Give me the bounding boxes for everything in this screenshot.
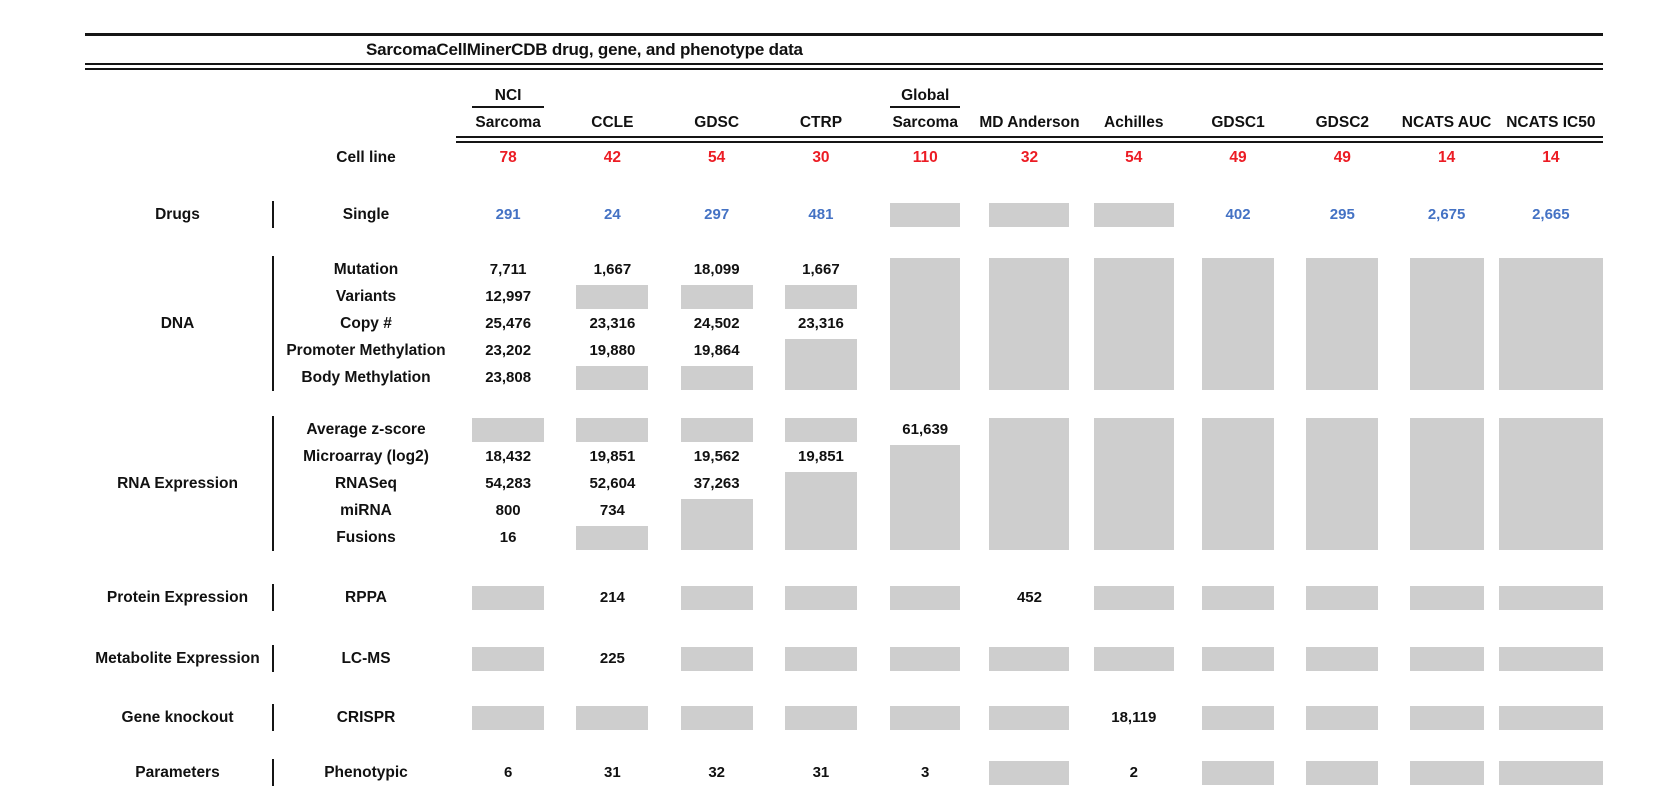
value-cell: 214 bbox=[599, 589, 625, 606]
no-data-box bbox=[873, 256, 977, 391]
no-data-box-fill bbox=[1499, 647, 1603, 671]
value-cell: 481 bbox=[808, 206, 834, 223]
no-data-box-fill bbox=[681, 586, 753, 610]
no-data-box-fill bbox=[1306, 418, 1378, 550]
no-data-box bbox=[769, 704, 873, 731]
value-cell: 800 bbox=[495, 502, 521, 519]
value-cell: 19,562 bbox=[693, 448, 740, 465]
title-underline bbox=[85, 63, 1603, 70]
value-cell: 6 bbox=[503, 764, 513, 781]
no-data-box-fill bbox=[989, 203, 1069, 227]
no-data-box bbox=[560, 283, 664, 310]
no-data-box-fill bbox=[989, 761, 1069, 785]
value-cell: 24,502 bbox=[693, 315, 740, 332]
no-data-box-fill bbox=[989, 418, 1069, 550]
cell-line-count: 42 bbox=[603, 149, 622, 166]
no-data-box-fill bbox=[1306, 258, 1378, 390]
value-cell: 18,119 bbox=[1111, 709, 1157, 726]
no-data-box bbox=[873, 584, 977, 611]
value-cell: 2 bbox=[1129, 764, 1138, 781]
no-data-box-fill bbox=[1410, 761, 1484, 785]
column-header-sarcoma: Sarcoma bbox=[892, 114, 958, 131]
value-cell: 37,263 bbox=[693, 475, 740, 492]
value-cell: 23,808 bbox=[485, 369, 532, 386]
no-data-box bbox=[665, 416, 769, 443]
no-data-box bbox=[1394, 645, 1498, 672]
no-data-box-fill bbox=[785, 418, 857, 442]
row-label-single: Single bbox=[342, 206, 390, 223]
no-data-box bbox=[665, 364, 769, 391]
no-data-box-fill bbox=[472, 418, 544, 442]
no-data-box-fill bbox=[576, 418, 648, 442]
value-cell: 1,667 bbox=[802, 261, 840, 278]
no-data-box-fill bbox=[1499, 258, 1603, 390]
column-top-label-global bbox=[873, 84, 977, 110]
cell-line-count: 49 bbox=[1333, 149, 1351, 166]
cell-line-count: 14 bbox=[1542, 149, 1560, 166]
no-data-box-fill bbox=[576, 366, 648, 390]
value-cell: 19,851 bbox=[589, 448, 636, 465]
section-divider bbox=[270, 201, 276, 228]
no-data-box-fill bbox=[785, 647, 857, 671]
value-cell: 24 bbox=[604, 206, 621, 223]
cell-line-count: 49 bbox=[1229, 149, 1247, 166]
no-data-box bbox=[1186, 256, 1290, 391]
no-data-box bbox=[1082, 584, 1186, 611]
figure-title: SarcomaCellMinerCDB drug, gene, and phenotype data bbox=[366, 39, 803, 59]
no-data-box-fill bbox=[989, 706, 1069, 730]
row-label-copy-: Copy # bbox=[340, 315, 392, 332]
no-data-box-fill bbox=[1410, 586, 1484, 610]
section-divider bbox=[270, 584, 276, 611]
column-header-achilles: Achilles bbox=[1104, 114, 1164, 131]
column-header-md-anderson: MD Anderson bbox=[979, 114, 1080, 131]
no-data-box-fill bbox=[472, 586, 544, 610]
no-data-box bbox=[1186, 645, 1290, 672]
value-cell: 19,851 bbox=[798, 448, 844, 465]
no-data-box bbox=[456, 584, 560, 611]
no-data-box bbox=[1499, 416, 1603, 551]
no-data-box bbox=[1394, 584, 1498, 611]
no-data-box-fill bbox=[1499, 706, 1603, 730]
value-cell: 61,639 bbox=[902, 421, 949, 438]
no-data-box bbox=[977, 256, 1081, 391]
section-rna-expression bbox=[85, 416, 1603, 551]
value-cell: 7,711 bbox=[489, 261, 527, 278]
no-data-box-fill bbox=[989, 258, 1069, 390]
row-label-promoter-methylation: Promoter Methylation bbox=[286, 342, 446, 359]
no-data-box-fill bbox=[1499, 418, 1603, 550]
no-data-box-fill bbox=[681, 418, 753, 442]
column-header-gdsc: GDSC bbox=[694, 114, 740, 131]
no-data-box bbox=[665, 645, 769, 672]
no-data-box bbox=[1082, 201, 1186, 228]
no-data-box-fill bbox=[1094, 258, 1174, 390]
section-metabolite-expression bbox=[85, 645, 1603, 672]
group-label-gene-knockout: Gene knockout bbox=[121, 709, 234, 726]
no-data-box bbox=[456, 416, 560, 443]
header-underline bbox=[456, 136, 1603, 143]
row-label-crispr: CRISPR bbox=[336, 709, 396, 726]
no-data-box-fill bbox=[890, 586, 960, 610]
no-data-box bbox=[1290, 645, 1394, 672]
no-data-box-fill bbox=[785, 339, 857, 390]
no-data-box-fill bbox=[1094, 418, 1174, 550]
row-label-lc-ms: LC-MS bbox=[341, 650, 391, 667]
cell-line-label: Cell line bbox=[336, 149, 396, 166]
no-data-box bbox=[1290, 759, 1394, 786]
section-divider bbox=[270, 759, 276, 786]
section-divider bbox=[270, 416, 276, 551]
row-label-mutation: Mutation bbox=[333, 261, 399, 278]
no-data-box-fill bbox=[1202, 418, 1274, 550]
value-cell: 2,665 bbox=[1532, 206, 1570, 223]
no-data-box-fill bbox=[472, 647, 544, 671]
no-data-box bbox=[1290, 256, 1394, 391]
no-data-box-fill bbox=[785, 285, 857, 309]
no-data-box-fill bbox=[1202, 761, 1274, 785]
no-data-box-fill bbox=[1410, 418, 1484, 550]
table-wrap bbox=[85, 33, 1603, 786]
no-data-box-fill bbox=[1410, 258, 1484, 390]
no-data-box bbox=[560, 704, 664, 731]
row-label-mirna: miRNA bbox=[340, 502, 392, 519]
section-drugs bbox=[85, 201, 1603, 228]
cell-line-count: 54 bbox=[708, 149, 726, 166]
section-dna bbox=[85, 256, 1603, 391]
no-data-box bbox=[1394, 704, 1498, 731]
column-top-label-nci bbox=[456, 84, 560, 110]
no-data-box bbox=[769, 645, 873, 672]
value-cell: 31 bbox=[812, 764, 830, 781]
no-data-box bbox=[560, 416, 664, 443]
value-cell: 18,099 bbox=[693, 261, 740, 278]
column-header-ctrp: CTRP bbox=[799, 114, 843, 131]
value-cell: 32 bbox=[708, 764, 726, 781]
no-data-box bbox=[665, 283, 769, 310]
no-data-box bbox=[873, 645, 977, 672]
value-cell: 19,880 bbox=[589, 342, 636, 359]
no-data-box bbox=[1186, 416, 1290, 551]
no-data-box bbox=[977, 645, 1081, 672]
no-data-box-fill bbox=[1202, 586, 1274, 610]
value-cell: 295 bbox=[1329, 206, 1355, 223]
no-data-box-fill bbox=[1306, 586, 1378, 610]
cell-line-count: 14 bbox=[1437, 149, 1456, 166]
no-data-box-fill bbox=[681, 499, 753, 550]
value-cell: 12,997 bbox=[485, 288, 532, 305]
group-label-dna: DNA bbox=[160, 315, 195, 332]
section-protein-expression bbox=[85, 584, 1603, 611]
value-cell: 23,202 bbox=[485, 342, 532, 359]
no-data-box bbox=[769, 584, 873, 611]
value-cell: 18,432 bbox=[485, 448, 532, 465]
no-data-box bbox=[1186, 584, 1290, 611]
no-data-box bbox=[1394, 256, 1498, 391]
no-data-box bbox=[977, 416, 1081, 551]
no-data-box bbox=[1290, 416, 1394, 551]
no-data-box-fill bbox=[1306, 706, 1378, 730]
cell-line-count: 110 bbox=[912, 149, 938, 166]
value-cell: 452 bbox=[1016, 589, 1042, 606]
value-cell: 25,476 bbox=[485, 315, 532, 332]
no-data-box-fill bbox=[1306, 761, 1378, 785]
column-top-label-text: NCI bbox=[472, 87, 544, 108]
section-divider bbox=[270, 256, 276, 391]
value-cell: 1,667 bbox=[593, 261, 632, 278]
no-data-box-fill bbox=[785, 706, 857, 730]
no-data-box bbox=[665, 584, 769, 611]
no-data-box bbox=[873, 704, 977, 731]
cell-line-count: 54 bbox=[1125, 149, 1143, 166]
no-data-box bbox=[1499, 759, 1603, 786]
value-cell: 2,675 bbox=[1427, 206, 1466, 223]
no-data-box-fill bbox=[681, 366, 753, 390]
no-data-box bbox=[1394, 759, 1498, 786]
row-label-rnaseq: RNASeq bbox=[334, 475, 397, 492]
value-cell: 16 bbox=[499, 529, 517, 546]
value-cell: 23,316 bbox=[798, 315, 844, 332]
no-data-box bbox=[977, 759, 1081, 786]
column-header-gdsc2: GDSC2 bbox=[1315, 114, 1370, 131]
no-data-box bbox=[1499, 704, 1603, 731]
value-cell: 734 bbox=[599, 502, 625, 519]
column-header-sarcoma: Sarcoma bbox=[475, 114, 541, 131]
no-data-box-fill bbox=[681, 706, 753, 730]
no-data-box bbox=[560, 524, 664, 551]
no-data-box-fill bbox=[890, 258, 960, 390]
row-label-rppa: RPPA bbox=[345, 589, 387, 606]
no-data-box bbox=[873, 443, 977, 551]
no-data-box bbox=[769, 337, 873, 391]
no-data-box bbox=[665, 497, 769, 551]
row-label-microarray-log2-: Microarray (log2) bbox=[303, 448, 429, 465]
no-data-box-fill bbox=[576, 706, 648, 730]
no-data-box-fill bbox=[576, 285, 648, 309]
no-data-box bbox=[1186, 704, 1290, 731]
value-cell: 31 bbox=[604, 764, 621, 781]
no-data-box-fill bbox=[989, 647, 1069, 671]
no-data-box bbox=[1082, 645, 1186, 672]
no-data-box bbox=[456, 704, 560, 731]
no-data-box bbox=[456, 645, 560, 672]
no-data-box-fill bbox=[1094, 586, 1174, 610]
no-data-box bbox=[873, 201, 977, 228]
value-cell: 52,604 bbox=[589, 475, 636, 492]
no-data-box bbox=[769, 416, 873, 443]
no-data-box-fill bbox=[785, 472, 857, 550]
no-data-box bbox=[1082, 416, 1186, 551]
value-cell: 19,864 bbox=[693, 342, 740, 359]
row-label-phenotypic: Phenotypic bbox=[324, 764, 408, 781]
no-data-box bbox=[977, 201, 1081, 228]
header bbox=[85, 84, 1603, 173]
no-data-box bbox=[1394, 416, 1498, 551]
group-label-rna-expression: RNA Expression bbox=[117, 475, 238, 492]
row-label-average-z-score: Average z-score bbox=[306, 421, 426, 438]
no-data-box bbox=[1290, 704, 1394, 731]
group-label-metabolite-expression: Metabolite Expression bbox=[95, 650, 260, 667]
group-label-drugs: Drugs bbox=[155, 206, 200, 223]
row-label-fusions: Fusions bbox=[336, 529, 396, 546]
group-label-parameters: Parameters bbox=[135, 764, 220, 781]
column-header-gdsc1: GDSC1 bbox=[1211, 114, 1265, 131]
title-row bbox=[85, 36, 1603, 63]
no-data-box-fill bbox=[1410, 706, 1484, 730]
no-data-box-fill bbox=[1499, 761, 1603, 785]
no-data-box bbox=[1082, 256, 1186, 391]
no-data-box-fill bbox=[681, 285, 753, 309]
row-label-variants: Variants bbox=[335, 288, 397, 305]
no-data-box bbox=[1499, 584, 1603, 611]
value-cell: 3 bbox=[921, 764, 930, 781]
no-data-box-fill bbox=[890, 203, 960, 227]
no-data-box bbox=[1499, 645, 1603, 672]
no-data-box-fill bbox=[576, 526, 648, 550]
no-data-box-fill bbox=[681, 647, 753, 671]
no-data-box bbox=[769, 283, 873, 310]
value-cell: 297 bbox=[704, 206, 730, 223]
no-data-box bbox=[977, 704, 1081, 731]
no-data-box-fill bbox=[1306, 647, 1378, 671]
value-cell: 225 bbox=[599, 650, 625, 667]
row-label-body-methylation: Body Methylation bbox=[301, 369, 431, 386]
no-data-box-fill bbox=[785, 586, 857, 610]
no-data-box-fill bbox=[1410, 647, 1484, 671]
cell-line-count: 78 bbox=[499, 149, 517, 166]
section-gene-knockout bbox=[85, 704, 1603, 731]
section-divider bbox=[270, 645, 276, 672]
group-label-protein-expression: Protein Expression bbox=[106, 589, 249, 606]
cell-line-count: 30 bbox=[812, 149, 830, 166]
value-cell: 291 bbox=[495, 206, 521, 223]
no-data-box bbox=[1499, 256, 1603, 391]
no-data-box-fill bbox=[1202, 647, 1274, 671]
column-header-ncats-auc: NCATS AUC bbox=[1401, 114, 1492, 131]
value-cell: 54,283 bbox=[485, 475, 532, 492]
no-data-box bbox=[665, 704, 769, 731]
no-data-box bbox=[769, 470, 873, 551]
section-divider bbox=[270, 704, 276, 731]
no-data-box-fill bbox=[472, 706, 544, 730]
value-cell: 23,316 bbox=[589, 315, 636, 332]
no-data-box bbox=[1186, 759, 1290, 786]
no-data-box-fill bbox=[1094, 647, 1174, 671]
column-header-ccle: CCLE bbox=[591, 114, 634, 131]
no-data-box bbox=[1290, 584, 1394, 611]
no-data-box-fill bbox=[1499, 586, 1603, 610]
no-data-box-fill bbox=[890, 706, 960, 730]
section-parameters bbox=[85, 759, 1603, 786]
no-data-box-fill bbox=[890, 647, 960, 671]
value-cell: 402 bbox=[1225, 206, 1251, 223]
no-data-box-fill bbox=[890, 445, 960, 550]
no-data-box-fill bbox=[1094, 203, 1174, 227]
column-top-label-text: Global bbox=[890, 87, 960, 108]
cell-line-count: 32 bbox=[1020, 149, 1039, 166]
table-root bbox=[85, 84, 1603, 786]
column-header-ncats-ic50: NCATS IC50 bbox=[1506, 114, 1596, 131]
no-data-box-fill bbox=[1202, 706, 1274, 730]
no-data-box bbox=[560, 364, 664, 391]
no-data-box-fill bbox=[1202, 258, 1274, 390]
